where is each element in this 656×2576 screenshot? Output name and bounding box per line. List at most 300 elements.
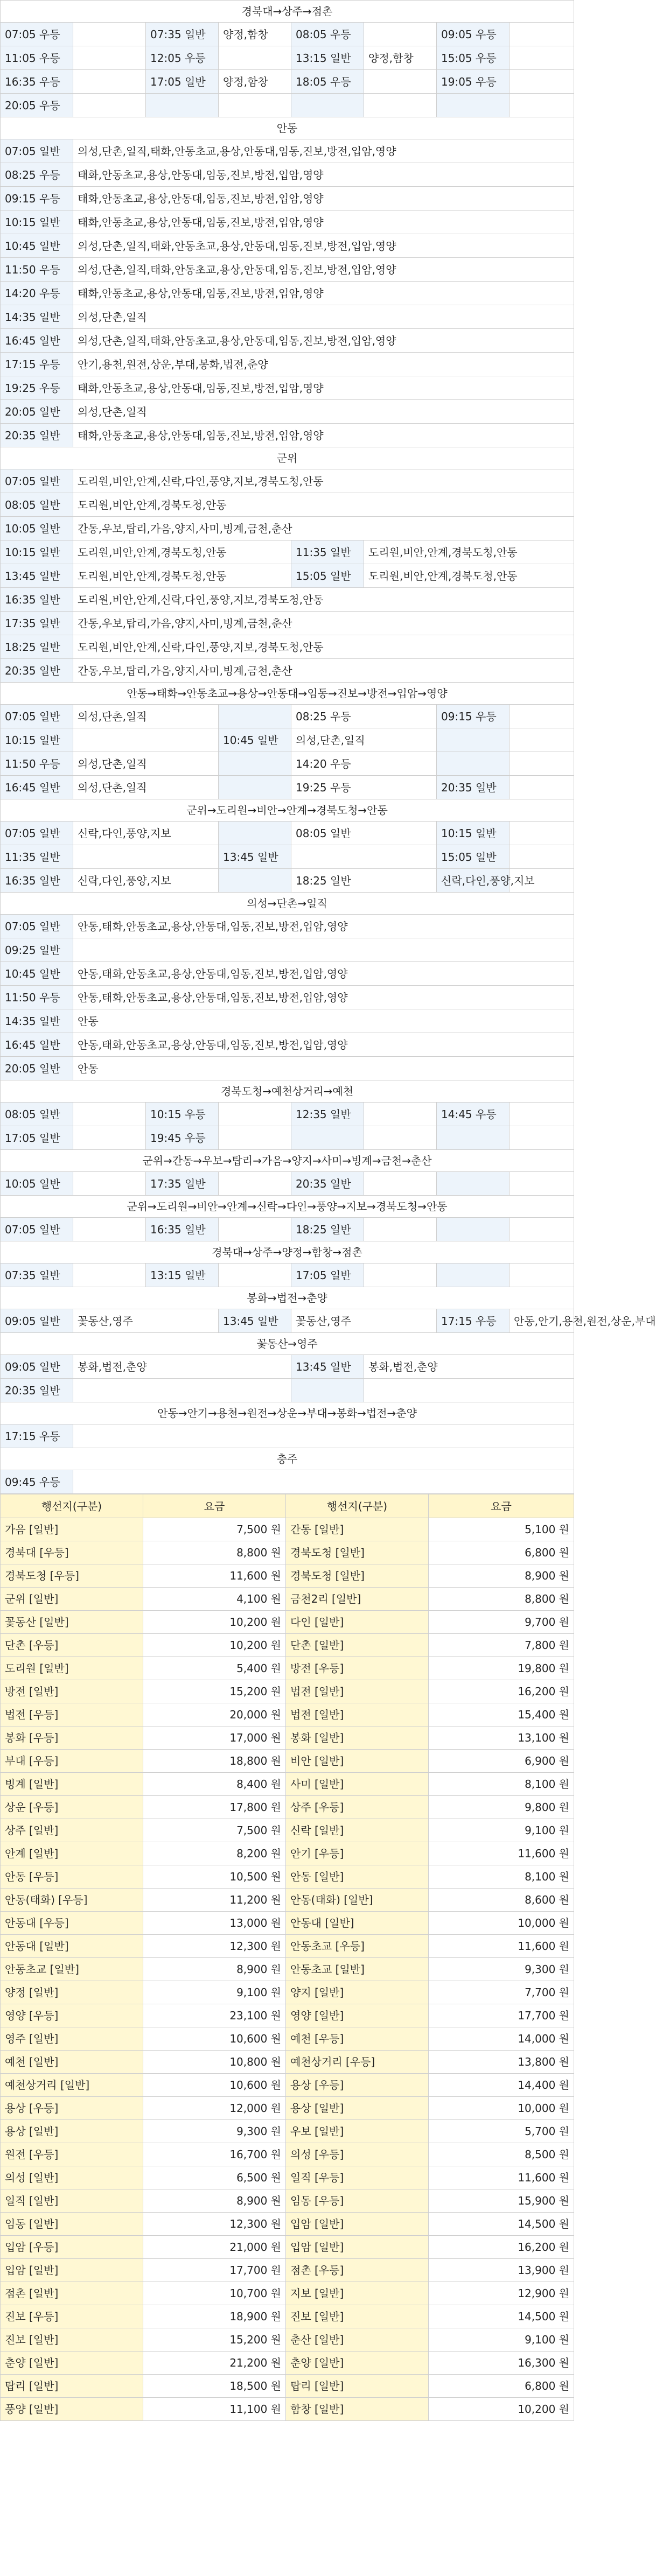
fare: 8,200 원 xyxy=(143,1842,286,1865)
destination: 부대 [우등] xyxy=(1,1750,143,1773)
fare: 14,500 원 xyxy=(429,2305,574,2328)
via-stops xyxy=(219,1172,291,1196)
fare-row xyxy=(1,1634,574,1657)
fare-row xyxy=(1,1611,574,1634)
via-stops xyxy=(73,1172,146,1196)
schedule-row xyxy=(1,329,574,353)
departure-time: 12:05 우등 xyxy=(146,46,219,70)
departure-time: 09:25 일반 xyxy=(1,938,73,962)
fare-row xyxy=(1,2027,574,2051)
via-stops: 08:25 우등 xyxy=(291,705,437,728)
destination: 상주 [우등] xyxy=(286,1796,429,1819)
destination: 영양 [우등] xyxy=(1,2004,143,2027)
departure-time: 13:15 일반 xyxy=(291,46,364,70)
via-stops: 태화,안동초교,용상,안동대,임동,진보,방전,입암,영양 xyxy=(73,210,574,234)
schedule-row xyxy=(1,752,574,776)
via-stops xyxy=(73,94,146,117)
via-stops xyxy=(73,70,146,94)
destination: 방전 [일반] xyxy=(1,1680,143,1703)
departure-time: 17:15 우등 xyxy=(1,353,73,376)
schedule-row xyxy=(1,869,574,893)
fare-row xyxy=(1,2236,574,2259)
destination: 경북대 [우등] xyxy=(1,1541,143,1564)
via-stops: 의성,단촌,일직 xyxy=(291,728,437,752)
via-stops: 태화,안동초교,용상,안동대,임동,진보,방전,입암,영양 xyxy=(73,163,574,187)
via-stops: 양정,함창 xyxy=(219,23,291,46)
via-stops xyxy=(364,1218,437,1241)
destination: 진보 [일반] xyxy=(286,2305,429,2328)
fare: 6,900 원 xyxy=(429,1750,574,1773)
schedule-row xyxy=(1,1355,574,1379)
fare-row xyxy=(1,1588,574,1611)
fare: 8,800 원 xyxy=(143,1541,286,1564)
schedule-row xyxy=(1,564,574,588)
destination: 용상 [일반] xyxy=(286,2097,429,2120)
departure-time: 19:45 우등 xyxy=(146,1126,219,1150)
fare-row xyxy=(1,2074,574,2097)
fare: 9,800 원 xyxy=(429,1796,574,1819)
via-stops xyxy=(219,46,291,70)
destination: 신락 [일반] xyxy=(286,1819,429,1842)
fare: 7,800 원 xyxy=(429,1634,574,1657)
destination: 진보 [우등] xyxy=(1,2305,143,2328)
via-stops: 양정,함창 xyxy=(219,70,291,94)
departure-time: 10:45 일반 xyxy=(1,234,73,258)
via-stops: 18:25 일반 xyxy=(291,869,437,893)
departure-time: 11:35 일반 xyxy=(1,845,73,869)
schedule-row xyxy=(1,400,574,424)
departure-time: 07:35 일반 xyxy=(1,1264,73,1287)
departure-time xyxy=(219,869,291,893)
schedule-row xyxy=(1,94,574,117)
fare: 10,200 원 xyxy=(429,2398,574,2421)
fare: 8,500 원 xyxy=(429,2143,574,2166)
fare: 18,900 원 xyxy=(143,2305,286,2328)
via-stops: 태화,안동초교,용상,안동대,임동,진보,방전,입암,영양 xyxy=(73,187,574,210)
via-stops xyxy=(364,23,437,46)
via-stops: 의성,단촌,일직,태화,안동초교,용상,안동대,임동,진보,방전,입암,영양 xyxy=(73,139,574,163)
via-stops xyxy=(510,94,574,117)
destination: 단촌 [일반] xyxy=(286,1634,429,1657)
schedule-row xyxy=(1,915,574,938)
destination: 탑리 [일반] xyxy=(286,2375,429,2398)
fare: 8,800 원 xyxy=(429,1588,574,1611)
destination: 진보 [일반] xyxy=(1,2328,143,2352)
schedule-row xyxy=(1,845,574,869)
via-stops xyxy=(73,938,574,962)
departure-time: 08:05 일반 xyxy=(1,493,73,517)
via-stops xyxy=(364,1103,437,1126)
schedule-row xyxy=(1,822,574,845)
destination: 꽃동산 [일반] xyxy=(1,1611,143,1634)
via-stops xyxy=(510,705,574,728)
schedule-row xyxy=(1,493,574,517)
via-stops xyxy=(364,1264,437,1287)
destination: 안동대 [우등] xyxy=(1,1912,143,1935)
departure-time: 16:35 일반 xyxy=(1,588,73,612)
destination: 예천상거리 [우등] xyxy=(286,2051,429,2074)
destination: 점촌 [일반] xyxy=(1,2282,143,2305)
destination: 군위 [일반] xyxy=(1,1588,143,1611)
fare: 10,000 원 xyxy=(429,2097,574,2120)
departure-time: 15:05 일반 xyxy=(291,564,364,588)
via-stops xyxy=(364,94,437,117)
via-stops: 의성,단촌,일직 xyxy=(73,705,219,728)
departure-time: 15:05 우등 xyxy=(437,46,510,70)
departure-time xyxy=(437,1264,510,1287)
via-stops xyxy=(219,1126,291,1150)
fare-row xyxy=(1,1680,574,1703)
destination: 영주 [일반] xyxy=(1,2027,143,2051)
schedule-row xyxy=(1,1379,574,1402)
via-stops: 꽃동산,영주 xyxy=(291,1309,437,1333)
schedule-row xyxy=(1,1033,574,1057)
fare: 8,100 원 xyxy=(429,1773,574,1796)
fare: 17,800 원 xyxy=(143,1796,286,1819)
schedule-row xyxy=(1,517,574,541)
departure-time: 20:35 일반 xyxy=(1,424,73,447)
departure-time: 09:05 일반 xyxy=(1,1309,73,1333)
destination: 비안 [일반] xyxy=(286,1750,429,1773)
fare: 13,000 원 xyxy=(143,1912,286,1935)
fare: 9,100 원 xyxy=(429,2328,574,2352)
fare-table xyxy=(0,1494,574,2421)
fare: 19,800 원 xyxy=(429,1657,574,1680)
departure-time: 20:35 일반 xyxy=(291,1172,364,1196)
schedule-row xyxy=(1,1470,574,1494)
fare: 11,600 원 xyxy=(429,2166,574,2189)
via-stops: 봉화,법전,춘양 xyxy=(364,1355,574,1379)
destination: 안동초교 [일반] xyxy=(286,1958,429,1981)
via-stops xyxy=(510,46,574,70)
section-title: 안동→태화→안동초교→용상→안동대→임동→진보→방전→입암→영양 xyxy=(1,683,574,705)
via-stops xyxy=(510,776,574,799)
departure-time: 20:35 일반 xyxy=(1,1379,73,1402)
fare: 23,100 원 xyxy=(143,2004,286,2027)
section-title: 충주 xyxy=(1,1448,574,1470)
destination: 입암 [일반] xyxy=(286,2213,429,2236)
departure-time: 09:45 우등 xyxy=(1,1470,73,1494)
fare-row xyxy=(1,1541,574,1564)
fare: 5,400 원 xyxy=(143,1657,286,1680)
via-stops xyxy=(364,1126,437,1150)
fare: 16,200 원 xyxy=(429,1680,574,1703)
fare: 21,200 원 xyxy=(143,2352,286,2375)
via-stops: 도리원,비안,안계,신락,다인,풍양,지보,경북도청,안동 xyxy=(73,469,574,493)
section-title: 꽃동산→영주 xyxy=(1,1333,574,1355)
via-stops: 19:25 우등 xyxy=(291,776,437,799)
departure-time: 14:20 우등 xyxy=(1,282,73,305)
departure-time: 08:05 일반 xyxy=(1,1103,73,1126)
departure-time: 10:15 일반 xyxy=(1,541,73,564)
via-stops: 간동,우보,탑리,가음,양지,사미,빙계,금천,춘산 xyxy=(73,517,574,541)
schedule-row xyxy=(1,469,574,493)
fare: 11,600 원 xyxy=(429,1842,574,1865)
destination: 간동 [일반] xyxy=(286,1518,429,1541)
via-stops xyxy=(510,1218,574,1241)
destination: 춘양 [일반] xyxy=(1,2352,143,2375)
departure-time: 08:25 우등 xyxy=(1,163,73,187)
section-title: 안동 xyxy=(1,117,574,139)
fare-row xyxy=(1,1981,574,2004)
destination: 안동 [일반] xyxy=(286,1865,429,1889)
schedule-row xyxy=(1,612,574,635)
departure-time: 14:35 일반 xyxy=(1,305,73,329)
destination: 안기 [우등] xyxy=(286,1842,429,1865)
fare-row xyxy=(1,2143,574,2166)
via-stops: 안동,안기,용천,원전,상운,부대 xyxy=(510,1309,574,1333)
fare: 11,100 원 xyxy=(143,2398,286,2421)
fare-row xyxy=(1,1750,574,1773)
departure-time: 신락,다인,풍양,지보 xyxy=(437,869,510,893)
schedule-row xyxy=(1,1172,574,1196)
fare-row xyxy=(1,1842,574,1865)
destination: 상운 [우등] xyxy=(1,1796,143,1819)
departure-time: 17:35 일반 xyxy=(146,1172,219,1196)
destination: 상주 [일반] xyxy=(1,1819,143,1842)
departure-time: 16:35 일반 xyxy=(146,1218,219,1241)
departure-time: 19:25 우등 xyxy=(1,376,73,400)
fare-row xyxy=(1,1889,574,1912)
departure-time: 07:05 일반 xyxy=(1,705,73,728)
destination: 입암 [우등] xyxy=(1,2236,143,2259)
departure-time: 10:15 일반 xyxy=(1,728,73,752)
fare-row xyxy=(1,2305,574,2328)
destination: 안계 [일반] xyxy=(1,1842,143,1865)
fare: 7,700 원 xyxy=(429,1981,574,2004)
fare: 5,700 원 xyxy=(429,2120,574,2143)
destination: 일직 [우등] xyxy=(286,2166,429,2189)
departure-time xyxy=(437,752,510,776)
destination: 함창 [일반] xyxy=(286,2398,429,2421)
via-stops: 도리원,비안,안계,경북도청,안동 xyxy=(364,541,574,564)
schedule-row xyxy=(1,1103,574,1126)
destination: 안동(태화) [우등] xyxy=(1,1889,143,1912)
via-stops: 의성,단촌,일직 xyxy=(73,305,574,329)
via-stops: 안동 xyxy=(73,1057,574,1080)
via-stops xyxy=(73,1126,146,1150)
schedule-row xyxy=(1,635,574,659)
fare: 10,600 원 xyxy=(143,2074,286,2097)
fare: 8,900 원 xyxy=(429,1564,574,1588)
via-stops: 08:05 일반 xyxy=(291,822,437,845)
schedule-row xyxy=(1,1424,574,1448)
fare-row xyxy=(1,1958,574,1981)
fare-row xyxy=(1,1796,574,1819)
via-stops: 태화,안동초교,용상,안동대,임동,진보,방전,입암,영양 xyxy=(73,282,574,305)
fare: 15,400 원 xyxy=(429,1703,574,1726)
departure-time: 11:50 우등 xyxy=(1,258,73,282)
departure-time: 20:35 일반 xyxy=(1,659,73,683)
departure-time: 10:45 일반 xyxy=(1,962,73,986)
section-title: 경북도청→예천상거리→예천 xyxy=(1,1080,574,1103)
destination: 영양 [일반] xyxy=(286,2004,429,2027)
destination: 예천 [일반] xyxy=(1,2051,143,2074)
schedule-row xyxy=(1,187,574,210)
fare-row xyxy=(1,1865,574,1889)
departure-time xyxy=(146,94,219,117)
destination: 용상 [우등] xyxy=(1,2097,143,2120)
departure-time: 18:25 일반 xyxy=(1,635,73,659)
departure-time: 10:15 우등 xyxy=(146,1103,219,1126)
fare-column-header: 행선지(구분) xyxy=(286,1494,429,1518)
schedule-row xyxy=(1,1218,574,1241)
schedule-row xyxy=(1,353,574,376)
section-title: 봉화→법전→춘양 xyxy=(1,1287,574,1309)
destination: 다인 [일반] xyxy=(286,1611,429,1634)
departure-time: 09:15 우등 xyxy=(437,705,510,728)
destination: 봉화 [일반] xyxy=(286,1726,429,1750)
fare-row xyxy=(1,2051,574,2074)
schedule-row xyxy=(1,588,574,612)
destination: 의성 [일반] xyxy=(1,2166,143,2189)
via-stops xyxy=(73,23,146,46)
fare-row xyxy=(1,2004,574,2027)
schedule-row xyxy=(1,728,574,752)
departure-time: 17:15 우등 xyxy=(437,1309,510,1333)
departure-time: 10:15 일반 xyxy=(437,822,510,845)
fare: 12,300 원 xyxy=(143,2213,286,2236)
schedule-row xyxy=(1,541,574,564)
destination: 예천 [우등] xyxy=(286,2027,429,2051)
departure-time: 17:05 일반 xyxy=(291,1264,364,1287)
fare: 10,600 원 xyxy=(143,2027,286,2051)
schedule-row xyxy=(1,424,574,447)
destination: 경북도청 [일반] xyxy=(286,1564,429,1588)
via-stops: 도리원,비안,안계,경북도청,안동 xyxy=(364,564,574,588)
via-stops: 태화,안동초교,용상,안동대,임동,진보,방전,입암,영양 xyxy=(73,376,574,400)
departure-time xyxy=(437,728,510,752)
section-title: 경북대→상주→점촌 xyxy=(1,1,574,23)
departure-time xyxy=(291,1126,364,1150)
via-stops xyxy=(510,1126,574,1150)
destination: 안동초교 [일반] xyxy=(1,1958,143,1981)
via-stops xyxy=(73,728,219,752)
schedule-row xyxy=(1,210,574,234)
destination: 예천상거리 [일반] xyxy=(1,2074,143,2097)
destination: 안동대 [일반] xyxy=(1,1935,143,1958)
destination: 방전 [우등] xyxy=(286,1657,429,1680)
departure-time: 07:05 일반 xyxy=(1,822,73,845)
schedule-row xyxy=(1,962,574,986)
departure-time xyxy=(219,822,291,845)
fare: 15,200 원 xyxy=(143,2328,286,2352)
departure-time: 13:45 일반 xyxy=(219,845,291,869)
departure-time: 09:05 일반 xyxy=(1,1355,73,1379)
destination: 의성 [우등] xyxy=(286,2143,429,2166)
destination: 양정 [일반] xyxy=(1,1981,143,2004)
fare-row xyxy=(1,2259,574,2282)
destination: 안동초교 [우등] xyxy=(286,1935,429,1958)
departure-time: 16:45 일반 xyxy=(1,1033,73,1057)
via-stops: 의성,단촌,일직 xyxy=(73,752,219,776)
fare: 6,500 원 xyxy=(143,2166,286,2189)
via-stops: 안동,태화,안동초교,용상,안동대,임동,진보,방전,입암,영양 xyxy=(73,962,574,986)
fare: 8,600 원 xyxy=(429,1889,574,1912)
fare-row xyxy=(1,2189,574,2213)
fare: 10,000 원 xyxy=(429,1912,574,1935)
destination: 경북도청 [우등] xyxy=(1,1564,143,1588)
departure-time xyxy=(219,705,291,728)
via-stops xyxy=(73,1103,146,1126)
destination: 임동 [일반] xyxy=(1,2213,143,2236)
fare: 10,700 원 xyxy=(143,2282,286,2305)
schedule-row xyxy=(1,1057,574,1080)
via-stops: 안기,용천,원전,상운,부대,봉화,법전,춘양 xyxy=(73,353,574,376)
fare-row xyxy=(1,1657,574,1680)
via-stops xyxy=(73,845,219,869)
fare-column-header: 요금 xyxy=(429,1494,574,1518)
fare: 16,300 원 xyxy=(429,2352,574,2375)
destination: 탑리 [일반] xyxy=(1,2375,143,2398)
via-stops: 봉화,법전,춘양 xyxy=(73,1355,291,1379)
via-stops: 의성,단촌,일직 xyxy=(73,776,219,799)
schedule-row xyxy=(1,1309,574,1333)
destination: 법전 [우등] xyxy=(1,1703,143,1726)
schedule-row xyxy=(1,776,574,799)
departure-time: 19:05 우등 xyxy=(437,70,510,94)
via-stops xyxy=(364,1172,437,1196)
destination: 봉화 [우등] xyxy=(1,1726,143,1750)
departure-time: 12:35 일반 xyxy=(291,1103,364,1126)
departure-time: 09:05 우등 xyxy=(437,23,510,46)
fare: 16,700 원 xyxy=(143,2143,286,2166)
departure-time xyxy=(437,1126,510,1150)
fare-row xyxy=(1,2213,574,2236)
departure-time: 10:15 일반 xyxy=(1,210,73,234)
fare: 10,800 원 xyxy=(143,2051,286,2074)
departure-time: 17:05 일반 xyxy=(1,1126,73,1150)
departure-time: 07:05 일반 xyxy=(1,469,73,493)
via-stops xyxy=(291,845,437,869)
departure-time: 18:25 일반 xyxy=(291,1218,364,1241)
departure-time: 07:35 일반 xyxy=(146,23,219,46)
departure-time: 09:15 우등 xyxy=(1,187,73,210)
departure-time: 11:50 우등 xyxy=(1,752,73,776)
via-stops: 도리원,비안,안계,신락,다인,풍양,지보,경북도청,안동 xyxy=(73,635,574,659)
departure-time: 08:05 우등 xyxy=(291,23,364,46)
fare: 8,900 원 xyxy=(143,2189,286,2213)
departure-time xyxy=(219,776,291,799)
schedule-row xyxy=(1,986,574,1009)
fare: 15,200 원 xyxy=(143,1680,286,1703)
destination: 안동대 [일반] xyxy=(286,1912,429,1935)
via-stops xyxy=(219,94,291,117)
departure-time: 16:35 일반 xyxy=(1,869,73,893)
schedule-row xyxy=(1,659,574,683)
fare-row xyxy=(1,2352,574,2375)
via-stops: 간동,우보,탑리,가음,양지,사미,빙계,금천,춘산 xyxy=(73,659,574,683)
fare: 14,000 원 xyxy=(429,2027,574,2051)
fare-row xyxy=(1,1912,574,1935)
fare: 7,500 원 xyxy=(143,1518,286,1541)
departure-time: 16:45 일반 xyxy=(1,329,73,353)
fare-row xyxy=(1,1518,574,1541)
departure-time: 10:05 일반 xyxy=(1,1172,73,1196)
fare: 9,700 원 xyxy=(429,1611,574,1634)
fare: 9,100 원 xyxy=(429,1819,574,1842)
via-stops xyxy=(73,46,146,70)
fare-column-header: 요금 xyxy=(143,1494,286,1518)
via-stops: 꽃동산,영주 xyxy=(73,1309,219,1333)
departure-time: 16:45 일반 xyxy=(1,776,73,799)
destination: 춘산 [일반] xyxy=(286,2328,429,2352)
via-stops xyxy=(510,1264,574,1287)
departure-time: 17:05 일반 xyxy=(146,70,219,94)
departure-time: 17:35 일반 xyxy=(1,612,73,635)
via-stops: 간동,우보,탑리,가음,양지,사미,빙계,금천,춘산 xyxy=(73,612,574,635)
fare: 9,300 원 xyxy=(143,2120,286,2143)
